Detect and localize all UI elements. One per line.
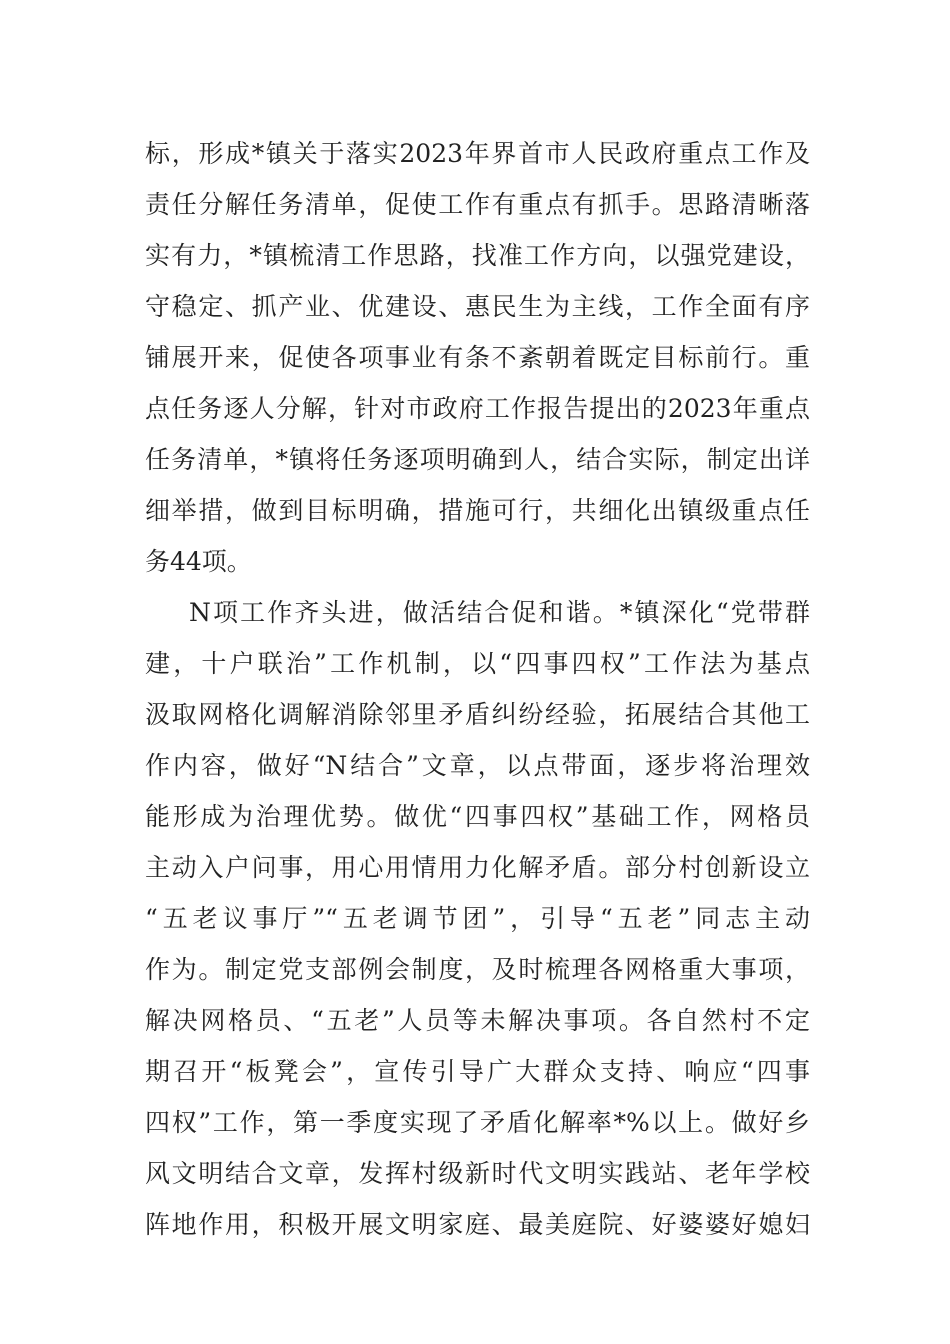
paragraph-line: 主动入户问事，用心用情用力化解矛盾。部分村创新设立: [145, 853, 810, 882]
paragraph-line: 阵地作用，积极开展文明家庭、最美庭院、好婆婆好媳妇: [145, 1210, 810, 1239]
paragraph-1: [145, 128, 810, 587]
paragraph-line: 务44项。: [145, 547, 252, 576]
paragraph-line: 作为。制定党支部例会制度，及时梳理各网格重大事项，: [145, 955, 810, 984]
paragraph-line: 铺展开来，促使各项事业有条不紊朝着既定目标前行。重: [145, 343, 810, 372]
paragraph-line: 作内容，做好“N结合”文章，以点带面，逐步将治理效: [145, 751, 810, 780]
paragraph-line: 汲取网格化调解消除邻里矛盾纠纷经验，拓展结合其他工: [145, 700, 810, 729]
paragraph-line: 解决网格员、“五老”人员等未解决事项。各自然村不定: [145, 1006, 810, 1035]
paragraph-line: 实有力，*镇梳清工作思路，找准工作方向，以强党建设，: [145, 241, 810, 270]
paragraph-line: 标，形成*镇关于落实2023年界首市人民政府重点工作及: [145, 139, 810, 168]
paragraph-2: [145, 587, 810, 1250]
document-body: [145, 128, 810, 1250]
paragraph-line: 建，十户联治”工作机制，以“四事四权”工作法为基点: [145, 649, 810, 678]
paragraph-line: 责任分解任务清单，促使工作有重点有抓手。思路清晰落: [145, 190, 810, 219]
paragraph-line: “五老议事厅”“五老调节团”，引导“五老”同志主动: [145, 904, 810, 933]
paragraph-line: 点任务逐人分解，针对市政府工作报告提出的2023年重点: [145, 394, 810, 423]
paragraph-line: 风文明结合文章，发挥村级新时代文明实践站、老年学校: [145, 1159, 810, 1188]
paragraph-line: 细举措，做到目标明确，措施可行，共细化出镇级重点任: [145, 496, 810, 525]
paragraph-line: 守稳定、抓产业、优建设、惠民生为主线，工作全面有序: [145, 292, 810, 321]
paragraph-line: 期召开“板凳会”，宣传引导广大群众支持、响应“四事: [145, 1057, 810, 1086]
paragraph-line: 任务清单，*镇将任务逐项明确到人，结合实际，制定出详: [145, 445, 810, 474]
paragraph-line: 能形成为治理优势。做优“四事四权”基础工作，网格员: [145, 802, 810, 831]
paragraph-line: N项工作齐头进，做活结合促和谐。*镇深化“党带群: [189, 598, 810, 627]
paragraph-line: 四权”工作，第一季度实现了矛盾化解率*%以上。做好乡: [145, 1108, 810, 1137]
